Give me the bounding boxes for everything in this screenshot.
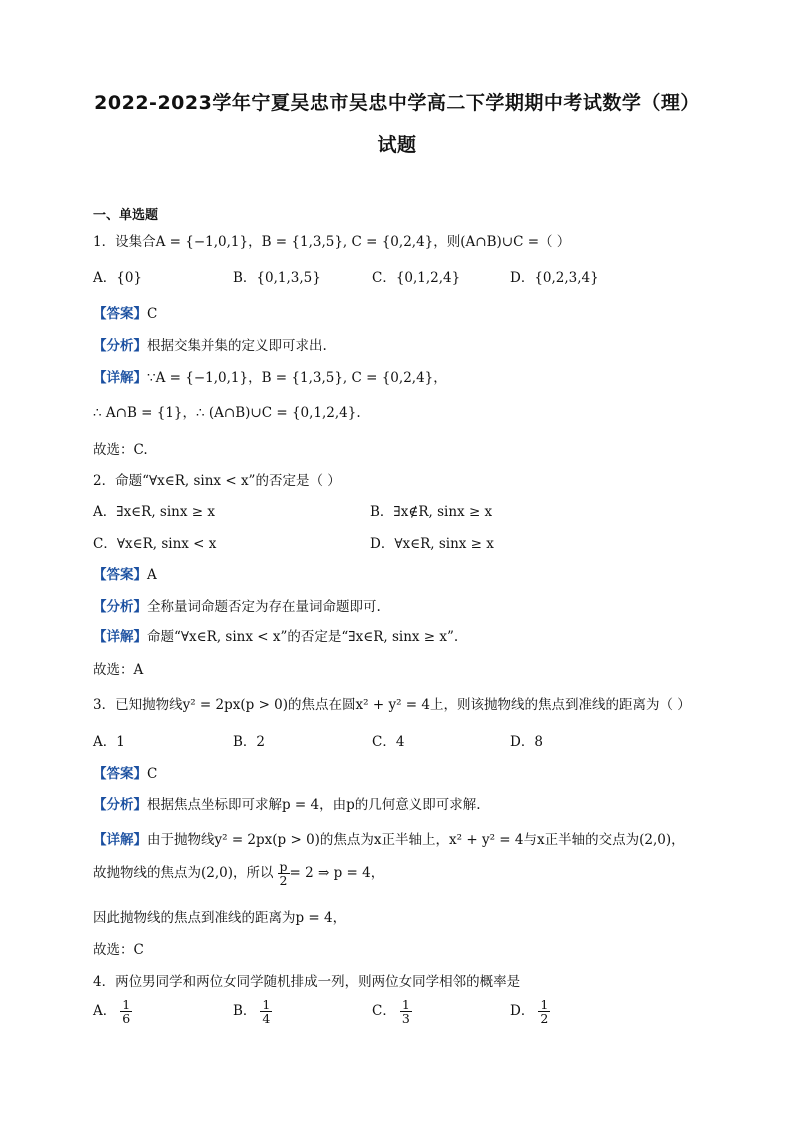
analysis-text: 根据交集并集的定义即可求出. (147, 338, 327, 354)
option-label: A． (93, 1003, 117, 1020)
detail-text: 命题“∀x∈R, sinx < x”的否定是“∃x∈R, sinx ≥ x”. (147, 629, 459, 645)
q2-answer (93, 563, 157, 583)
q4-option-b (233, 998, 272, 1025)
document-title-line2: 试题 (377, 134, 417, 156)
answer-tag: 【答案】 (93, 567, 147, 583)
fraction (538, 998, 550, 1025)
option-label: C． (372, 1003, 396, 1020)
fraction-numerator: 1 (122, 997, 131, 1012)
q3-detail-line3: 因此抛物线的焦点到准线的距离为p = 4， (93, 910, 347, 926)
option-label: B． (233, 1003, 257, 1020)
question-2-stem: 2．命题“∀x∈R, sinx < x”的否定是（ ） (93, 473, 341, 489)
fraction-denominator: 4 (262, 1011, 271, 1027)
answer-value: C (147, 766, 158, 782)
q1-detail-line2: ∴ A∩B = {1}，∴ (A∩B)∪C = {0,1,2,4}. (93, 405, 361, 421)
q2-option-d: D．∀x∈R, sinx ≥ x (370, 536, 494, 552)
q1-analysis (93, 334, 327, 354)
answer-value: A (147, 567, 157, 583)
document-title: 2022-2023学年宁夏吴忠市吴忠中学高二下学期期中考试数学（理） (94, 92, 700, 114)
q1-detail (93, 366, 447, 386)
analysis-tag: 【分析】 (93, 599, 147, 615)
q1-option-a: A．{0} (93, 270, 143, 286)
fraction-denominator: 2 (540, 1011, 549, 1027)
fraction-denominator: 3 (401, 1011, 410, 1027)
q1-option-d: D．{0,2,3,4} (510, 270, 599, 286)
q1-answer (93, 302, 157, 322)
answer-value: C (147, 306, 158, 322)
question-4-stem: 4．两位男同学和两位女同学随机排成一列，则两位女同学相邻的概率是 (93, 974, 521, 990)
q2-analysis (93, 595, 381, 615)
detail-tag: 【详解】 (93, 832, 147, 848)
q3-answer (93, 762, 157, 782)
fraction-numerator: p (279, 859, 288, 874)
fraction-numerator: 1 (262, 997, 271, 1012)
fraction-denominator: 2 (279, 873, 288, 889)
analysis-text: 全称量词命题否定为存在量词命题即可. (147, 599, 381, 615)
q1-choice: 故选：C. (93, 442, 148, 458)
fraction-numerator: 1 (540, 997, 549, 1012)
fraction-denominator: 6 (122, 1011, 131, 1027)
q4-option-c (372, 998, 412, 1025)
question-3-stem: 3．已知抛物线y² = 2px(p > 0)的焦点在圆x² + y² = 4上，则该抛物线的焦点到准线的距离为（ ） (93, 697, 691, 713)
answer-tag: 【答案】 (93, 306, 147, 322)
q3-analysis (93, 793, 481, 813)
q1-option-b: B．{0,1,3,5} (233, 270, 321, 286)
fraction (260, 998, 272, 1025)
q3-option-d: D．8 (510, 734, 543, 750)
analysis-text: 根据焦点坐标即可求解p = 4，由p的几何意义即可求解. (147, 797, 481, 813)
q3-choice: 故选：C (93, 942, 144, 958)
q3-detail-line2 (93, 860, 384, 887)
fraction (400, 998, 412, 1025)
q3-option-c: C．4 (372, 734, 405, 750)
detail-text: 故抛物线的焦点为(2,0)，所以 (93, 865, 274, 882)
detail-text: = 2 ⇒ p = 4， (289, 865, 385, 882)
fraction-numerator: 1 (401, 997, 410, 1012)
q2-option-b: B．∃x∉R, sinx ≥ x (370, 504, 493, 520)
q3-detail (93, 828, 685, 848)
detail-tag: 【详解】 (93, 370, 147, 386)
q3-option-a: A．1 (93, 734, 125, 750)
detail-tag: 【详解】 (93, 629, 147, 645)
option-label: D． (510, 1003, 535, 1020)
q2-detail (93, 625, 458, 645)
q2-choice: 故选：A (93, 662, 144, 678)
q2-option-a: A．∃x∈R, sinx ≥ x (93, 504, 215, 520)
answer-tag: 【答案】 (93, 766, 147, 782)
q1-option-c: C．{0,1,2,4} (372, 270, 461, 286)
question-1-stem: 1．设集合A = {−1,0,1}，B = {1,3,5}, C = {0,2,4}，则(A∩B)∪C =（ ） (93, 234, 571, 250)
q4-option-d (510, 998, 550, 1025)
analysis-tag: 【分析】 (93, 797, 147, 813)
q3-option-b: B．2 (233, 734, 266, 750)
section-heading: 一、单选题 (93, 208, 159, 223)
detail-text: 由于抛物线y² = 2px(p > 0)的焦点为x正半轴上，x² + y² = 4与x正半轴的交点为(2,0)， (147, 832, 685, 848)
analysis-tag: 【分析】 (93, 338, 147, 354)
q2-option-c: C．∀x∈R, sinx < x (93, 536, 217, 552)
fraction (278, 860, 290, 887)
fraction (120, 998, 132, 1025)
detail-text: ∵A = {−1,0,1}，B = {1,3,5}, C = {0,2,4}， (147, 370, 447, 386)
q4-option-a (93, 998, 132, 1025)
